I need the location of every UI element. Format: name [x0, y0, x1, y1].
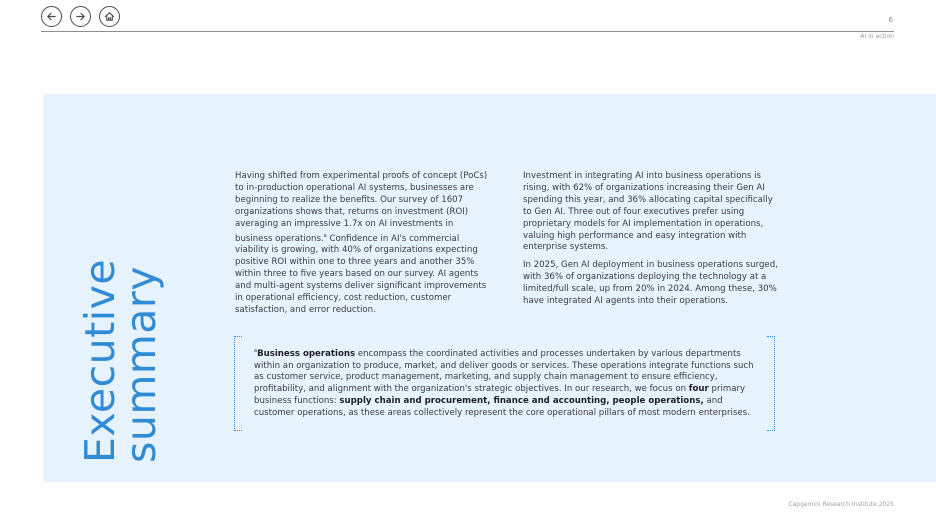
section-label: AI in action	[860, 33, 894, 40]
right-column	[523, 171, 781, 308]
arrow-left-icon	[45, 10, 58, 23]
callout-text: $^a$Business operations encompass the coordinated activities and processes undertaken by various departments within an organization to produce, market, and deliver goods or services. These operations integrate functions such as customer service, product management, marketing, and supply chain management to ensure efficiency, profitability, and alignment with the organization's strategic objectives. In our research, we focus on four primary business functions: supply chain and procurement, finance and accounting, people operations, and customer operations, as these areas collectively represent the core operational pillars of most modern enterprises.	[254, 348, 754, 418]
callout-functions: supply chain and procurement, finance and accounting, people operations,	[339, 395, 704, 406]
callout-term: Business operations	[257, 349, 356, 359]
page-title	[76, 208, 170, 463]
navigation-buttons	[41, 6, 120, 27]
footnote-marker: a	[323, 232, 327, 239]
back-button[interactable]	[41, 6, 62, 27]
arrow-right-icon	[74, 10, 87, 23]
home-button[interactable]	[99, 6, 120, 27]
forward-button[interactable]	[70, 6, 91, 27]
footer-credit: Capgemini Research Institute 2025	[788, 501, 894, 508]
home-icon	[103, 10, 116, 23]
left-paragraph: Having shifted from experimental proofs of concept (PoCs) to in-production operational AI systems, businesses are beginning to realize the benefits. Our survey of 1607 organizations shows that, returns on investment (ROI) averaging an impressive 1.7x on AI investments in business operations.$^a$ Confidence in AI's commercial viability is growing, with 40% of organizations expecting positive ROI within one to three years and another 35% within three to five years based on our survey. AI agents and multi-agent systems deliver significant improvements in operational efficiency, cost reduction, customer satisfaction, and error reduction.	[235, 171, 488, 315]
left-column	[235, 171, 493, 317]
right-paragraph-2: In 2025, Gen AI deployment in business operations surged, with 36% of organizations deploying the technology at a limited/full scale, up from 20% in 2024. Among these, 30% have integrated AI agents into their operations.	[523, 260, 778, 307]
title-line-2: summary	[117, 266, 165, 463]
header-divider	[41, 31, 894, 32]
definition-callout	[234, 336, 775, 431]
page-number: 6	[888, 16, 893, 24]
right-paragraph-1: Investment in integrating AI into business operations is rising, with 62% of organizations increasing their Gen AI spending this year, and 36% allocating capital specifically to Gen AI. Three out of four executives prefer using proprietary models for AI implementation in operations, valuing high performance and easy integration with enterprise systems.	[523, 171, 773, 253]
title-line-1: Executive	[76, 258, 124, 463]
